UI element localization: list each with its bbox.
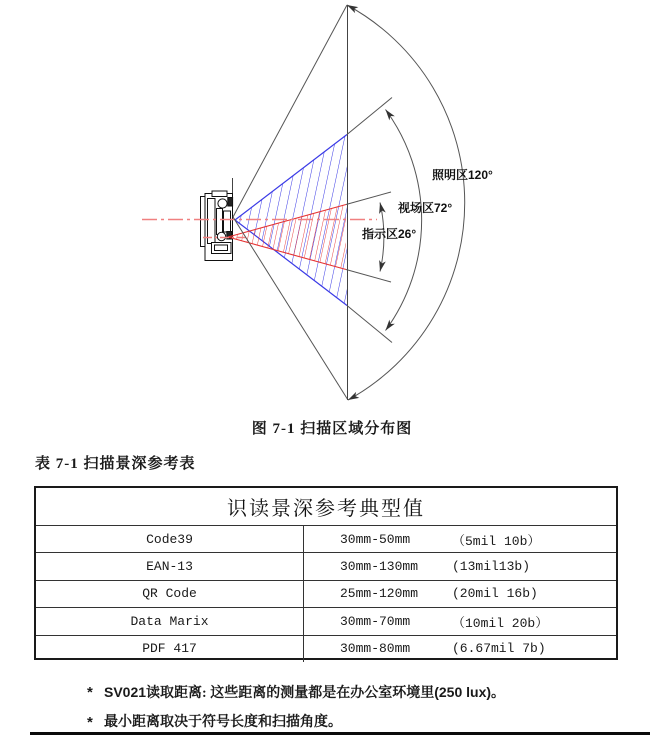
table-row [36, 635, 616, 662]
footnote-reading-distance [87, 684, 505, 702]
range-value: 30mm-50mm [340, 531, 411, 547]
footnote-bullet: * [87, 714, 93, 731]
table-row [36, 580, 616, 607]
figure-caption: 图 7-1 扫描区域分布图 [251, 421, 413, 437]
spec-value: （5mil 10b） [452, 533, 541, 549]
table-row [36, 552, 616, 579]
footnotes [87, 684, 505, 736]
range-cell [303, 526, 616, 552]
spec-value: （10mil 20b） [452, 615, 549, 631]
range-value: 30mm-130mm [340, 559, 419, 575]
range-cell [303, 608, 616, 634]
range-cell [303, 636, 616, 662]
fov-zone-label: 视场区72° [398, 201, 453, 215]
table-row [36, 525, 616, 552]
spec-value: (20mil 16b) [452, 586, 538, 602]
table-row [36, 607, 616, 634]
footnote-text: 最小距离取决于符号长度和扫描角度。 [104, 715, 342, 730]
depth-of-field-table [34, 486, 618, 660]
footnote-bullet: * [87, 684, 93, 701]
symbology-cell: PDF 417 [142, 641, 197, 657]
spec-value: (6.67mil 7b) [452, 641, 546, 657]
range-value: 30mm-80mm [340, 641, 411, 657]
page-bottom-rule [30, 732, 650, 735]
table-caption: 表 7-1 扫描景深参考表 [35, 456, 196, 472]
range-value: 30mm-70mm [340, 613, 411, 629]
range-value: 25mm-120mm [340, 586, 419, 602]
aimer-zone-label: 指示区26° [362, 227, 417, 241]
range-cell [303, 553, 616, 579]
footnote-min-distance [87, 714, 505, 731]
illumination-zone-label: 照明区120° [432, 168, 493, 182]
range-cell [303, 581, 616, 607]
footnote-text: 读取距离: 这些距离的测量都是在办公室环境里 [146, 686, 435, 701]
footnote-period: 。 [491, 686, 506, 701]
footnote-lux: (250 lux) [434, 684, 492, 700]
spec-value: (13mil13b) [452, 559, 531, 575]
footnote-model: SV021 [104, 684, 147, 700]
symbology-cell: QR Code [142, 586, 197, 602]
table-header: 识读景深参考典型值 [227, 498, 425, 520]
symbology-cell: Data Marix [130, 613, 209, 629]
symbology-cell: EAN-13 [146, 559, 193, 575]
symbology-cell: Code39 [146, 531, 193, 547]
fov-arc [386, 110, 422, 331]
